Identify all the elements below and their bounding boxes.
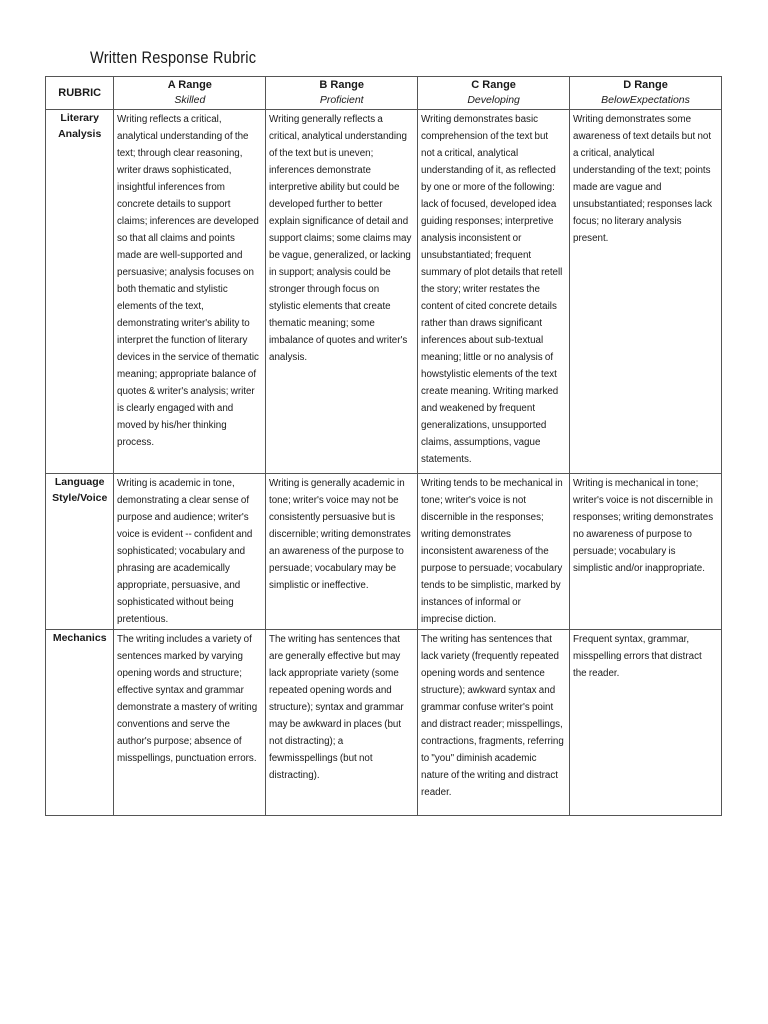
header-row — [46, 77, 722, 110]
column-header-c — [418, 77, 570, 110]
cell-text: Writing is academic in tone, demonstrating a clear sense of purpose and audience; writer's voice is evident -- confident and sophisticated; vocabulary and phrasing are academically appropriate, persuasive, and sophisticated without being pretentious. — [117, 478, 253, 625]
table-row-language-style — [46, 474, 722, 630]
cell-text: The writing includes a variety of sentences marked by varying opening words and structure; effective syntax and grammar demonstrate a mastery of writing conventions and serve the author's purpose; absence of misspellings, punctuation errors. — [117, 634, 258, 764]
rubric-cell-c — [418, 110, 570, 474]
table-row-literary-analysis — [46, 110, 722, 474]
rubric-cell-d — [570, 630, 722, 816]
row-label: Language Style/Voice — [46, 474, 114, 630]
rubric-corner-label: RUBRIC — [46, 77, 114, 110]
column-sublabel: Developing — [467, 94, 520, 106]
column-sublabel: Proficient — [319, 94, 364, 106]
rubric-cell-b — [266, 110, 418, 474]
column-label: C Range — [471, 79, 516, 91]
rubric-cell-a — [114, 630, 266, 816]
column-header-a — [114, 77, 266, 110]
cell-text: Frequent syntax, grammar, misspelling errors that distract the reader. — [573, 634, 702, 679]
column-sublabel: Skilled — [174, 94, 206, 106]
column-sublabel: BelowExpectations — [601, 94, 690, 106]
rubric-cell-d — [570, 110, 722, 474]
cell-text: The writing has sentences that lack variety (frequently repeated opening words and sentence structure); awkward syntax and grammar confuse writer's point and distract reader; misspellings, contractions, fragments, referring to "you" diminish academic nature of the writing and distract reader. — [421, 634, 564, 798]
row-label: Mechanics — [46, 630, 114, 816]
cell-text: Writing generally reflects a critical, analytical understanding of the text but is uneven; inferences demonstrate interpretive ability but could be developed further to better explain significance of detail and support claims; some claims may be vague, generalized, or lacking in support; analysis could be stronger through focus on stylistic elements that create thematic meaning; some imbalance of quotes and writer's analysis. — [269, 114, 412, 363]
column-header-d — [570, 77, 722, 110]
cell-text: The writing has sentences that are generally effective but may lack appropriate variety (some repeated opening words and structure); syntax and grammar may be awkward in places (but not distracting); a fewmisspellings (but not distracting). — [269, 634, 404, 781]
rubric-cell-d — [570, 474, 722, 630]
cell-text: Writing is generally academic in tone; writer's voice may not be consistently persuasive but is discernible; writing demonstrates an awareness of the purpose to persuade; vocabulary may be simplistic or ineffective. — [269, 478, 412, 591]
cell-text: Writing reflects a critical, analytical understanding of the text; through clear reasoning, writer draws sophisticated, insightful inferences from concrete details to support claims; inferences are developed so that all claims and points made are well-supported and persuasive; analysis focuses on both thematic and stylistic elements of the text, demonstrating writer's ability to interpret the function of literary devices in the service of thematic meaning; appropriate balance of quotes & writer's analysis; writer is clearly engaged with and moved by his/her thinking process. — [117, 114, 260, 448]
row-label: Literary Analysis — [46, 110, 114, 474]
column-header-b — [266, 77, 418, 110]
cell-text: Writing demonstrates some awareness of text details but not a critical, analytical understanding of the text; points made are vague and unsubstantiated; responses lack focus; no literary analysis present. — [573, 114, 713, 244]
page-title: Written Response Rubric — [90, 48, 257, 67]
cell-text: Writing demonstrates basic comprehension of the text but not a critical, analytical understanding of it, as reflected by one or more of the following: lack of focused, developed idea guiding responses; interpretive analysis inconsistent or unsubstantiated; frequent summary of plot details that retell the story; writer restates the content of cited concrete details rather than draws significant inferences about sub-textual meaning; little or no analysis of howstylistic elements of the text create meaning. Writing marked and weakened by frequent generalizations, unsupported claims, assumptions, vague statements. — [421, 114, 563, 465]
rubric-cell-b — [266, 474, 418, 630]
cell-text: Writing is mechanical in tone; writer's voice is not discernible in responses; writing demonstrates no awareness of purpose to persuade; vocabulary is simplistic and/or inappropriate. — [573, 478, 714, 574]
column-label: B Range — [319, 79, 365, 91]
rubric-table — [45, 76, 722, 816]
table-row-mechanics — [46, 630, 722, 816]
cell-text: Writing tends to be mechanical in tone; writer's voice is not discernible in the responses; writing demonstrates inconsistent awareness of the purpose to persuade; vocabulary tends to be simplistic, marked by instances of informal or imprecise diction. — [421, 478, 563, 625]
column-label: A Range — [167, 79, 212, 91]
rubric-cell-c — [418, 474, 570, 630]
rubric-cell-a — [114, 110, 266, 474]
rubric-cell-a — [114, 474, 266, 630]
rubric-cell-c — [418, 630, 570, 816]
rubric-cell-b — [266, 630, 418, 816]
column-label: D Range — [623, 79, 668, 91]
